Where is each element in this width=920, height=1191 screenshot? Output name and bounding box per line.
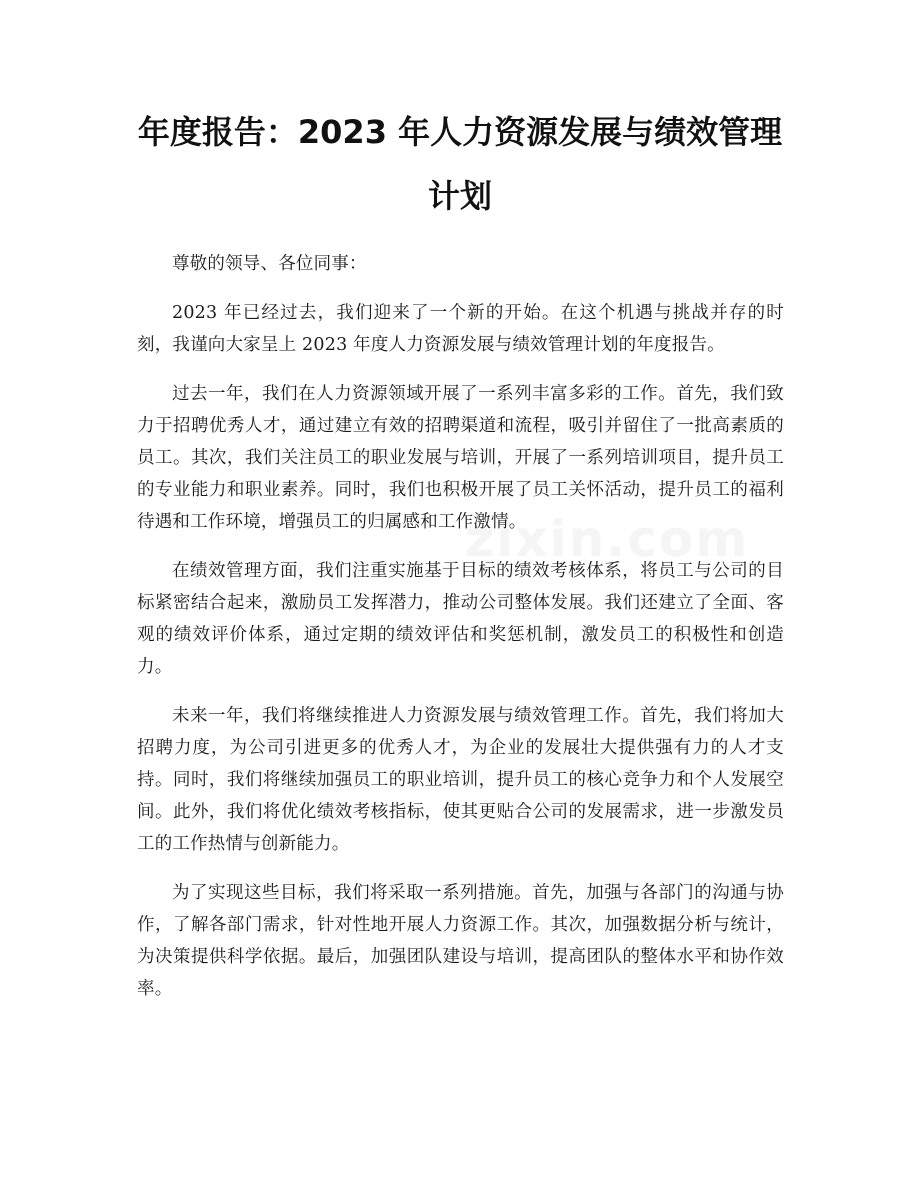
watermark: zixin.com [465, 510, 750, 568]
document-title [110, 100, 810, 228]
intro-paragraph: 2023 年已经过去，我们迎来了一个新的开始。在这个机遇与挑战并存的时刻，我谨向大家呈上 2023 年度人力资源发展与绩效管理计划的年度报告。 [137, 303, 784, 355]
past-year-paragraph: 过去一年，我们在人力资源领域开展了一系列丰富多彩的工作。首先，我们致力于招聘优秀人才，通过建立有效的招聘渠道和流程，吸引并留住了一批高素质的员工。其次，我们关注员工的职业发展与培训，开展了一系列培训项目，提升员工的专业能力和职业素养。同时，我们也积极开展了员工关怀活动，提升员工的福利待遇和工作环境，增强员工的归属感和工作激情。 [137, 384, 784, 532]
next-year-paragraph: 未来一年，我们将继续推进人力资源发展与绩效管理工作。首先，我们将加大招聘力度，为公司引进更多的优秀人才，为企业的发展壮大提供强有力的人才支持。同时，我们将继续加强员工的职业培训，提升员工的核心竞争力和个人发展空间。此外，我们将优化绩效考核指标，使其更贴合公司的发展需求，进一步激发员工的工作热情与创新能力。 [137, 706, 784, 854]
performance-paragraph: 在绩效管理方面，我们注重实施基于目标的绩效考核体系，将员工与公司的目标紧密结合起来，激励员工发挥潜力，推动公司整体发展。我们还建立了全面、客观的绩效评价体系，通过定期的绩效评估和奖惩机制，激发员工的积极性和创造力。 [137, 561, 784, 677]
salutation-paragraph: 尊敬的领导、各位同事： [172, 254, 367, 274]
measures-paragraph: 为了实现这些目标，我们将采取一系列措施。首先，加强与各部门的沟通与协作，了解各部门需求，针对性地开展人力资源工作。其次，加强数据分析与统计，为决策提供科学依据。最后，加强团队建设与培训，提高团队的整体水平和协作效率。 [137, 883, 784, 999]
document-title-line-1: 年度报告：2023 年人力资源发展与绩效管理 [137, 113, 783, 151]
document-title-line-2: 计划 [427, 177, 492, 215]
document-body [137, 248, 784, 1022]
